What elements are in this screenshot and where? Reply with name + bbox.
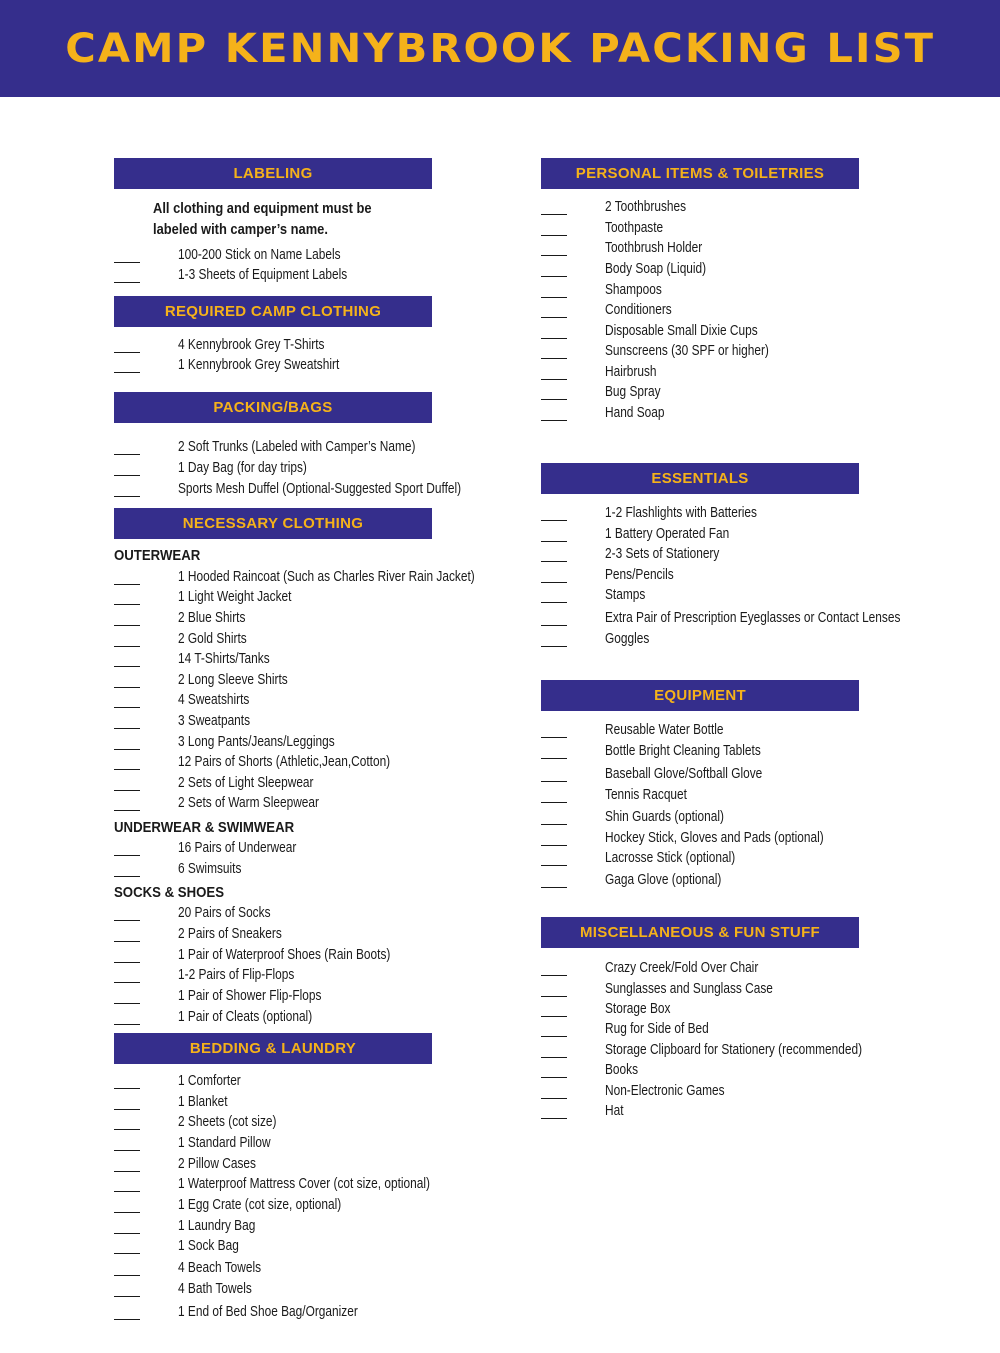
checklist-item-label: Toothbrush Holder: [605, 240, 703, 256]
checklist-item: [114, 753, 534, 773]
checklist-item-label: 2 Blue Shirts: [178, 610, 246, 626]
checkbox-line: [114, 982, 140, 983]
section-header-personal-items: PERSONAL ITEMS & TOILETRIES: [541, 158, 859, 189]
section-header-essentials: ESSENTIALS: [541, 463, 859, 494]
checkbox-line: [114, 810, 140, 811]
checkbox-line: [541, 758, 567, 759]
checkbox-line: [114, 1233, 140, 1234]
checklist-item: [541, 721, 961, 741]
checklist-item: [541, 1061, 961, 1081]
checklist-item-label: Pens/Pencils: [605, 567, 674, 583]
checklist-item: [541, 630, 961, 650]
checkbox-line: [114, 728, 140, 729]
checklist-item: [541, 849, 961, 869]
checkbox-line: [541, 737, 567, 738]
checkbox-line: [541, 582, 567, 583]
checklist-item: [541, 786, 961, 806]
checkbox-line: [541, 276, 567, 277]
section-header-packing-bags: PACKING/BAGS: [114, 392, 432, 423]
checklist-item-label: Disposable Small Dixie Cups: [605, 323, 758, 339]
checkbox-line: [114, 262, 140, 263]
checklist-item-label: Non-Electronic Games: [605, 1083, 725, 1099]
checkbox-line: [114, 855, 140, 856]
checkbox-line: [114, 769, 140, 770]
checkbox-line: [541, 399, 567, 400]
checkbox-line: [114, 1212, 140, 1213]
checkbox-line: [541, 420, 567, 421]
checkbox-line: [541, 317, 567, 318]
checklist-item: [114, 1196, 534, 1216]
checklist-item-label: 1 End of Bed Shoe Bag/Organizer: [178, 1304, 358, 1320]
checklist-item: [541, 1041, 961, 1061]
checklist-item-label: 16 Pairs of Underwear: [178, 840, 297, 856]
checklist-item-label: Stamps: [605, 587, 646, 603]
checkbox-line: [114, 687, 140, 688]
checklist-item: [114, 336, 534, 356]
checklist-item: [541, 383, 961, 403]
checklist-item-label: Reusable Water Bottle: [605, 722, 724, 738]
checkbox-line: [114, 941, 140, 942]
checkbox-line: [541, 541, 567, 542]
checkbox-line: [541, 845, 567, 846]
checklist-item-label: 1 Day Bag (for day trips): [178, 460, 307, 476]
checklist-item-label: Gaga Glove (optional): [605, 872, 722, 888]
checklist-item: [541, 829, 961, 849]
checklist-item-label: 2 Toothbrushes: [605, 199, 687, 215]
checklist-item-label: Baseball Glove/Softball Glove: [605, 766, 763, 782]
checklist-item: [114, 966, 534, 986]
checkbox-line: [541, 1118, 567, 1119]
checkbox-line: [541, 802, 567, 803]
checklist-item-label: 2 Sets of Light Sleepwear: [178, 775, 314, 791]
checklist-item-label: 1 Pair of Cleats (optional): [178, 1009, 313, 1025]
checklist-item: [114, 1113, 534, 1133]
checklist-item: [114, 1155, 534, 1175]
checklist-item: [114, 1237, 534, 1257]
checklist-item: [114, 480, 534, 500]
checklist-item-label: 1 Waterproof Mattress Cover (cot size, optional): [178, 1176, 430, 1192]
checklist-item: [114, 774, 534, 794]
section-header-bedding-laundry: BEDDING & LAUNDRY: [114, 1033, 432, 1064]
checklist-item-label: Conditioners: [605, 302, 672, 318]
checklist-item-label: Sunglasses and Sunglass Case: [605, 981, 773, 997]
checklist-item: [114, 1072, 534, 1092]
checklist-item: [114, 1303, 534, 1323]
checkbox-line: [114, 646, 140, 647]
checklist-item-label: 1 Standard Pillow: [178, 1135, 271, 1151]
checklist-item: [114, 671, 534, 691]
checklist-item: [541, 959, 961, 979]
checklist-item-label: 4 Sweatshirts: [178, 692, 250, 708]
checkbox-line: [541, 887, 567, 888]
checklist-item: [114, 794, 534, 814]
checklist-item-label: 1-2 Pairs of Flip-Flops: [178, 967, 295, 983]
checklist-item-label: 2 Long Sleeve Shirts: [178, 672, 288, 688]
checklist-item-label: Tennis Racquet: [605, 787, 687, 803]
checklist-item-label: Bug Spray: [605, 384, 661, 400]
checkbox-line: [114, 454, 140, 455]
checkbox-line: [541, 1036, 567, 1037]
checkbox-line: [541, 1016, 567, 1017]
checkbox-line: [541, 781, 567, 782]
checklist-item: [114, 1280, 534, 1300]
checklist-item: [114, 1093, 534, 1113]
checklist-item: [114, 691, 534, 711]
checklist-item-label: 3 Sweatpants: [178, 713, 251, 729]
section-header-necessary-clothing: NECESSARY CLOTHING: [114, 508, 432, 539]
checklist-item-label: 14 T-Shirts/Tanks: [178, 651, 270, 667]
checklist-item-label: 4 Bath Towels: [178, 1281, 252, 1297]
checklist-item: [114, 1008, 534, 1028]
checklist-item: [541, 1000, 961, 1020]
labeling-note: All clothing and equipment must be labeled with camper’s name.: [153, 200, 372, 238]
checklist-item: [541, 765, 961, 785]
checklist-item-label: Lacrosse Stick (optional): [605, 850, 736, 866]
checklist-item: [541, 566, 961, 586]
checklist-item-label: Hockey Stick, Gloves and Pads (optional): [605, 830, 824, 846]
checklist-item-label: 2 Sets of Warm Sleepwear: [178, 795, 319, 811]
checklist-item-label: 12 Pairs of Shorts (Athletic,Jean,Cotton): [178, 754, 391, 770]
checklist-item: [541, 219, 961, 239]
checklist-item-label: 2-3 Sets of Stationery: [605, 546, 720, 562]
checklist-item: [114, 860, 534, 880]
checklist-item: [541, 301, 961, 321]
checkbox-line: [541, 520, 567, 521]
checklist-item-label: 1-2 Flashlights with Batteries: [605, 505, 757, 521]
checkbox-line: [114, 876, 140, 877]
checklist-item: [114, 904, 534, 924]
checklist-item: [114, 459, 534, 479]
checklist-item: [114, 1259, 534, 1279]
checklist-item: [541, 1020, 961, 1040]
subheading-socks-shoes: SOCKS & SHOES: [114, 884, 225, 901]
checklist-item-label: 1 Hooded Raincoat (Such as Charles River Rain Jacket): [178, 569, 475, 585]
checklist-item: [541, 281, 961, 301]
checklist-item-label: 3 Long Pants/Jeans/Leggings: [178, 734, 335, 750]
checkbox-line: [114, 604, 140, 605]
checklist-item: [541, 363, 961, 383]
checkbox-line: [114, 372, 140, 373]
checkbox-line: [114, 1150, 140, 1151]
checklist-item: [541, 545, 961, 565]
checkbox-line: [114, 1088, 140, 1089]
checkbox-line: [541, 235, 567, 236]
checklist-item: [541, 504, 961, 524]
checkbox-line: [541, 214, 567, 215]
checkbox-line: [541, 358, 567, 359]
checklist-item-label: 1-3 Sheets of Equipment Labels: [178, 267, 348, 283]
checklist-item-label: Body Soap (Liquid): [605, 261, 707, 277]
checklist-item: [541, 1082, 961, 1102]
checkbox-line: [541, 824, 567, 825]
checklist-item: [541, 525, 961, 545]
checklist-item-label: 2 Sheets (cot size): [178, 1114, 277, 1130]
checklist-item: [541, 239, 961, 259]
checklist-item: [114, 356, 534, 376]
checkbox-line: [114, 1319, 140, 1320]
checklist-item-label: 4 Kennybrook Grey T-Shirts: [178, 337, 325, 353]
checklist-item-label: Hat: [605, 1103, 624, 1119]
checklist-item-label: Extra Pair of Prescription Eyeglasses or Contact Lenses: [605, 610, 901, 626]
checklist-item-label: 100-200 Stick on Name Labels: [178, 247, 341, 263]
checkbox-line: [541, 602, 567, 603]
checklist-item: [114, 630, 534, 650]
checkbox-line: [114, 790, 140, 791]
checkbox-line: [541, 255, 567, 256]
checkbox-line: [114, 625, 140, 626]
checkbox-line: [114, 962, 140, 963]
checkbox-line: [114, 707, 140, 708]
checklist-item: [541, 198, 961, 218]
checklist-item-label: 1 Laundry Bag: [178, 1218, 256, 1234]
section-header-labeling: LABELING: [114, 158, 432, 189]
checklist-item: [114, 987, 534, 1007]
checkbox-line: [114, 352, 140, 353]
checklist-item: [114, 1175, 534, 1195]
section-header-required-clothing: REQUIRED CAMP CLOTHING: [114, 296, 432, 327]
checklist-item-label: 2 Pillow Cases: [178, 1156, 256, 1172]
checkbox-line: [541, 1098, 567, 1099]
checklist-item: [541, 586, 961, 606]
checklist-item: [541, 260, 961, 280]
checklist-item: [114, 733, 534, 753]
checkbox-line: [114, 1253, 140, 1254]
checklist-item-label: 2 Pairs of Sneakers: [178, 926, 282, 942]
checkbox-line: [114, 282, 140, 283]
checkbox-line: [541, 975, 567, 976]
checklist-item-label: 20 Pairs of Socks: [178, 905, 271, 921]
checklist-item-label: 1 Pair of Waterproof Shoes (Rain Boots): [178, 947, 391, 963]
checklist-item-label: Crazy Creek/Fold Over Chair: [605, 960, 759, 976]
checklist-item-label: 2 Gold Shirts: [178, 631, 247, 647]
checkbox-line: [541, 625, 567, 626]
checklist-item: [541, 322, 961, 342]
checklist-item: [541, 742, 961, 762]
checklist-item: [114, 650, 534, 670]
checkbox-line: [541, 1077, 567, 1078]
checklist-item-label: Storage Box: [605, 1001, 671, 1017]
checklist-item: [114, 438, 534, 458]
checklist-item-label: 1 Comforter: [178, 1073, 241, 1089]
checklist-item: [541, 404, 961, 424]
checkbox-line: [541, 1057, 567, 1058]
checklist-item: [114, 1134, 534, 1154]
checkbox-line: [114, 749, 140, 750]
checklist-item-label: 2 Soft Trunks (Labeled with Camper’s Name): [178, 439, 416, 455]
checkbox-line: [114, 666, 140, 667]
checklist-item-label: Goggles: [605, 631, 650, 647]
checklist-item-label: Storage Clipboard for Stationery (recommended): [605, 1042, 863, 1058]
checklist-item: [541, 980, 961, 1000]
section-header-equipment: EQUIPMENT: [541, 680, 859, 711]
checkbox-line: [114, 1129, 140, 1130]
checklist-item-label: Toothpaste: [605, 220, 664, 236]
checklist-item-label: 1 Battery Operated Fan: [605, 526, 730, 542]
checklist-item-label: 6 Swimsuits: [178, 861, 242, 877]
subheading-outerwear: OUTERWEAR: [114, 547, 201, 564]
checklist-item: [541, 808, 961, 828]
checklist-item-label: 1 Light Weight Jacket: [178, 589, 292, 605]
checklist-item-label: 4 Beach Towels: [178, 1260, 262, 1276]
checklist-item: [114, 246, 534, 266]
checklist-item-label: Sunscreens (30 SPF or higher): [605, 343, 769, 359]
checkbox-line: [541, 338, 567, 339]
checklist-item-label: Rug for Side of Bed: [605, 1021, 709, 1037]
checklist-item: [541, 1102, 961, 1122]
checklist-item: [114, 946, 534, 966]
section-header-miscellaneous: MISCELLANEOUS & FUN STUFF: [541, 917, 859, 948]
checkbox-line: [541, 379, 567, 380]
checklist-item: [541, 871, 961, 891]
checklist-item-label: Hand Soap: [605, 405, 665, 421]
checkbox-line: [114, 1275, 140, 1276]
checkbox-line: [541, 646, 567, 647]
checkbox-line: [114, 1171, 140, 1172]
checklist-item-label: 1 Kennybrook Grey Sweatshirt: [178, 357, 340, 373]
checklist-item: [541, 342, 961, 362]
checklist-item: [114, 266, 534, 286]
checkbox-line: [541, 996, 567, 997]
checklist-item: [114, 588, 534, 608]
checkbox-line: [114, 1109, 140, 1110]
checklist-item: [114, 712, 534, 732]
checklist-item-label: Sports Mesh Duffel (Optional-Suggested Sport Duffel): [178, 481, 462, 497]
checkbox-line: [114, 1191, 140, 1192]
title-banner: [0, 0, 1000, 97]
checklist-item: [541, 609, 961, 629]
checkbox-line: [114, 1296, 140, 1297]
checkbox-line: [114, 496, 140, 497]
checkbox-line: [114, 475, 140, 476]
checklist-item: [114, 925, 534, 945]
checklist-item-label: 1 Pair of Shower Flip-Flops: [178, 988, 322, 1004]
checkbox-line: [114, 1003, 140, 1004]
subheading-underwear-swimwear: UNDERWEAR & SWIMWEAR: [114, 819, 295, 836]
checkbox-line: [114, 1024, 140, 1025]
checkbox-line: [541, 561, 567, 562]
checkbox-line: [114, 584, 140, 585]
checklist-item: [114, 839, 534, 859]
checklist-item-label: 1 Egg Crate (cot size, optional): [178, 1197, 342, 1213]
checkbox-line: [541, 297, 567, 298]
checklist-item-label: 1 Blanket: [178, 1094, 228, 1110]
checklist-item: [114, 568, 534, 588]
page-title: CAMP KENNYBROOK PACKING LIST: [65, 25, 935, 72]
checklist-item-label: Books: [605, 1062, 639, 1078]
checklist-item-label: Shin Guards (optional): [605, 809, 724, 825]
checkbox-line: [541, 865, 567, 866]
checklist-item-label: 1 Sock Bag: [178, 1238, 239, 1254]
checklist-item-label: Bottle Bright Cleaning Tablets: [605, 743, 761, 759]
checklist-item-label: Shampoos: [605, 282, 662, 298]
checklist-item: [114, 609, 534, 629]
checklist-item-label: Hairbrush: [605, 364, 657, 380]
checkbox-line: [114, 920, 140, 921]
checklist-item: [114, 1217, 534, 1237]
